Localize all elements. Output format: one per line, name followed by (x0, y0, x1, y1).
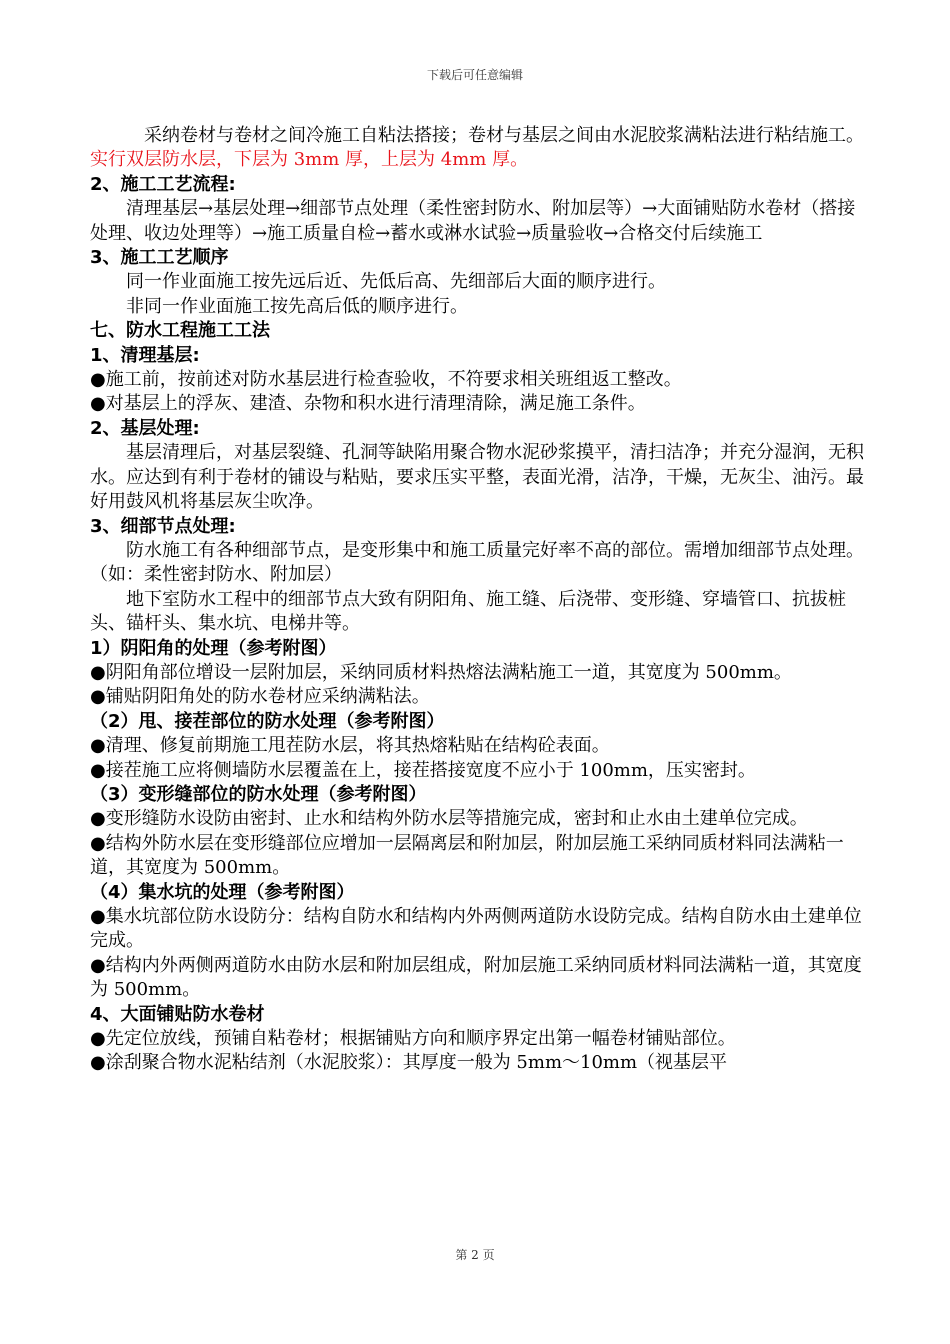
page-footer: 第 2 页 (455, 1248, 495, 1262)
subsection-heading: （4）集水坑的处理（参考附图） (90, 881, 355, 903)
section-heading: 2、施工工艺流程: (90, 173, 236, 195)
section-heading: 3、施工工艺顺序 (90, 247, 229, 269)
paragraph: 防水施工有各种细部节点，是变形集中和施工质量完好率不高的部位。需增加细部节点处理。（如：柔性密封防水、附加层） (90, 539, 864, 586)
section-heading: 4、大面铺贴防水卷材 (90, 1003, 265, 1025)
bullet-item: ●铺贴阴阳角处的防水卷材应采纳满粘法。 (90, 686, 430, 708)
bullet-item: ●接茬施工应将侧墙防水层覆盖在上，接茬搭接宽度不应小于 100mm，压实密封。 (90, 759, 756, 781)
document-body (90, 124, 865, 1076)
section-heading: 1、清理基层: (90, 344, 200, 366)
bullet-item: ●集水坑部位防水设防分：结构自防水和结构内外两侧两道防水设防完成。结构自防水由土建单位完成。 (90, 906, 862, 952)
paragraph: 基层清理后，对基层裂缝、孔洞等缺陷用聚合物水泥砂浆摸平，清扫洁净；并充分湿润，无积水。应达到有利于卷材的铺设与粘贴，要求压实平整，表面光滑，洁净，干燥，无灰尘、油污。最好用鼓风机将基层灰尘吹净。 (90, 442, 864, 513)
bullet-item: ●结构内外两侧两道防水由防水层和附加层组成，附加层施工采纳同质材料同法满粘一道，其宽度为 500mm。 (90, 954, 862, 1001)
bullet-item: ●阴阳角部位增设一层附加层，采纳同质材料热熔法满粘施工一道，其宽度为 500mm。 (90, 661, 792, 683)
paragraph: 同一作业面施工按先远后近、先低后高、先细部后大面的顺序进行。 (126, 271, 666, 293)
subsection-heading: （2）甩、接茬部位的防水处理（参考附图） (90, 710, 445, 732)
paragraph-text: 采纳卷材与卷材之间冷施工自粘法搭接；卷材与基层之间由水泥胶浆满粘法进行粘结施工。 (144, 125, 864, 146)
paragraph: 清理基层→基层处理→细部节点处理（柔性密封防水、附加层等）→大面铺贴防水卷材（搭接处理、收边处理等）→施工质量自检→蓄水或淋水试验→质量验收→合格交付后续施工 (90, 198, 856, 244)
subsection-heading: 1）阴阳角的处理（参考附图） (90, 637, 337, 659)
bullet-item: ●结构外防水层在变形缝部位应增加一层隔离层和附加层，附加层施工采纳同质材料同法满粘一道，其宽度为 500mm。 (90, 832, 844, 879)
bullet-item: ●对基层上的浮灰、建渣、杂物和积水进行清理清除，满足施工条件。 (90, 393, 646, 415)
paragraph: 非同一作业面施工按先高后低的顺序进行。 (126, 295, 468, 317)
section-heading: 2、基层处理: (90, 417, 200, 439)
paragraph: 地下室防水工程中的细部节点大致有阴阳角、施工缝、后浇带、变形缝、穿墙管口、抗拔桩头、锚杆头、集水坑、电梯井等。 (90, 588, 846, 635)
highlighted-text: 实行双层防水层，下层为 3mm 厚，上层为 4mm 厚。 (90, 149, 529, 171)
bullet-item: ●变形缝防水设防由密封、止水和结构外防水层等措施完成，密封和止水由土建单位完成。 (90, 808, 808, 830)
bullet-item: ●涂刮聚合物水泥粘结剂（水泥胶浆）：其厚度一般为 5mm～10mm（视基层平 (90, 1052, 728, 1074)
page-header: 下载后可任意编辑 (426, 68, 523, 82)
subsection-heading: （3）变形缝部位的防水处理（参考附图） (90, 783, 427, 805)
paragraph (90, 124, 865, 173)
chapter-heading: 七、防水工程施工工法 (90, 320, 270, 342)
bullet-item: ●施工前，按前述对防水基层进行检查验收，不符要求相关班组返工整改。 (90, 369, 682, 391)
section-heading: 3、细部节点处理: (90, 515, 236, 537)
bullet-item: ●先定位放线，预铺自粘卷材；根据铺贴方向和顺序界定出第一幅卷材铺贴部位。 (90, 1028, 736, 1050)
bullet-item: ●清理、修复前期施工甩茬防水层，将其热熔粘贴在结构砼表面。 (90, 735, 610, 757)
